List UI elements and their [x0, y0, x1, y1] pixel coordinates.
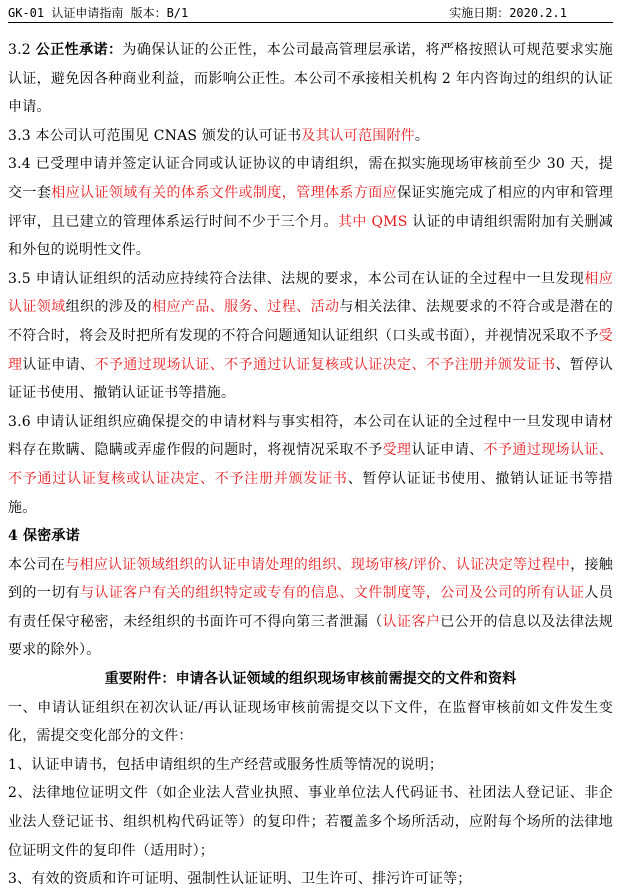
section-3-6-text-2: 认证申请、: [411, 442, 484, 459]
section-3-5: [8, 265, 613, 408]
annex-item-3: 3、有效的资质和许可证明、强制性认证证明、卫生许可、排污许可证等；: [8, 871, 472, 888]
section-3-3: [8, 122, 613, 151]
page-header: [8, 4, 613, 23]
section-3-5-highlight-3: 受理: [8, 327, 613, 373]
section-4-text-1: 本公司在: [8, 556, 66, 573]
section-3-6-text-3: 、暂停认证证书使用、撤销认证证书等措施。: [8, 470, 613, 516]
header-effective-date: 实施日期：2020.2.1: [449, 6, 567, 20]
section-3-6: [8, 408, 613, 522]
section-3-3-end: 。: [414, 127, 430, 144]
section-3-2-title: 公正性承诺：: [35, 42, 123, 58]
header-doc-title: GK-01 认证申请指南 版本：B/1: [8, 6, 189, 20]
annex-item-2: 2、法律地位证明文件（如企业法人营业执照、事业单位法人代码证书、社团法人登记证、非企业法人登记证书、组织机构代码证等）的复印件；若覆盖多个场所活动，应附每个场所的法律地位证明文件的复印件（适用时）；: [8, 785, 613, 859]
section-3-4-text-1: 3.4 已受理申请并签定认证合同或认证协议的申请组织，需在拟实施现场审核前至少 30 天，提交一套: [8, 156, 613, 201]
section-3-4-highlight-1: 相应认证领域有关的体系文件或制度，管理体系方面应: [51, 184, 398, 201]
section-3-5-text-2: 组织的涉及的: [65, 299, 153, 316]
section-3-6-text-1: 3.6 申请认证组织应确保提交的申请材料与事实相符，本公司在认证的全过程中一旦发现申请材料存在欺瞒、隐瞒或弄虚作假的问题时，将视情况采取不予: [8, 413, 613, 459]
section-3-4: [8, 150, 613, 264]
section-3-2-text: 为确保认证的公正性，本公司最高管理层承诺，将严格按照认可规范要求实施认证，避免因各种商业利益，而影响公正性。本公司不承接相关机构 2 年内咨询过的组织的认证申请。: [8, 42, 614, 116]
document-body: [8, 36, 613, 894]
annex-title: 重要附件：申请各认证领域的组织现场审核前需提交的文件和资料: [104, 671, 517, 688]
section-4-text-2: ，接触到的一切有: [8, 556, 613, 602]
section-4-text-4: 已公开的信息以及法律法规要求的除外）。: [8, 613, 613, 659]
section-3-4-highlight-2: 其中 QMS: [337, 213, 408, 230]
section-3-3-highlight: 及其认可范围附件: [301, 127, 415, 144]
section-3-5-highlight-1: 相应认证领域: [8, 270, 613, 316]
section-3-5-highlight-2: 相应产品、服务、过程、活动: [152, 299, 340, 316]
section-3-4-text-2: 保证实施完成了相应的内审和管理评审，且已建立的管理体系运行时间不少于三个月。: [8, 184, 613, 230]
section-3-6-highlight-1: 受理: [382, 442, 412, 459]
annex-paragraph-1: 一、申请认证组织在初次认证/再认证现场审核前需提交以下文件，在监督审核前如文件发生变化，需提交变化部分的文件：: [8, 699, 613, 745]
section-3-4-text-3: 认证的申请组织需附加有关删减和外包的说明性文件。: [8, 213, 613, 259]
section-4-highlight-2: 与认证客户有关的组织特定或专有的信息、文件制度等，公司及公司的所有认证: [80, 585, 585, 602]
section-3-5-text-3: 与相关法律、法规要求的不符合或是潜在的不符合时，将会及时把所有发现的不符合问题通知认证组织（口头或书面），并视情况采取不予: [8, 299, 613, 344]
annex-item-1: 1、认证申请书，包括申请组织的生产经营或服务性质等情况的说明；: [8, 756, 444, 773]
section-3-5-text-4: 认证申请、: [22, 356, 95, 373]
section-3-5-text-1: 3.5 申请认证组织的活动应持续符合法律、法规的要求，本公司在认证的全过程中一旦发现: [8, 270, 585, 287]
section-4-highlight-3: 认证客户: [382, 613, 441, 630]
section-3-5-highlight-4: 不予通过现场认证、不予通过认证复核或认证决定、不予注册并颁发证书: [94, 356, 556, 373]
section-4-body: [8, 551, 613, 665]
section-3-6-highlight-2: 不予通过现场认证、不予通过认证复核或认证决定、不予注册并颁发证书: [8, 442, 613, 487]
section-3-2-number: 3.2: [8, 42, 36, 58]
section-3-3-text: 3.3 本公司认可范围见 CNAS 颁发的认可证书: [8, 127, 302, 144]
section-3-2: [8, 36, 613, 122]
section-4-text-3: 人员有责任保守秘密，未经组织的书面许可不得向第三者泄漏（: [8, 585, 614, 630]
section-3-5-text-5: 、暂停认证证书使用、撤销认证证书等措施。: [8, 356, 613, 402]
section-4-highlight-1: 与相应认证领域组织的认证申请处理的组织、现场审核/评价、认证决定等过程中: [65, 556, 571, 573]
section-4-heading: 4 保密承诺: [8, 528, 80, 545]
